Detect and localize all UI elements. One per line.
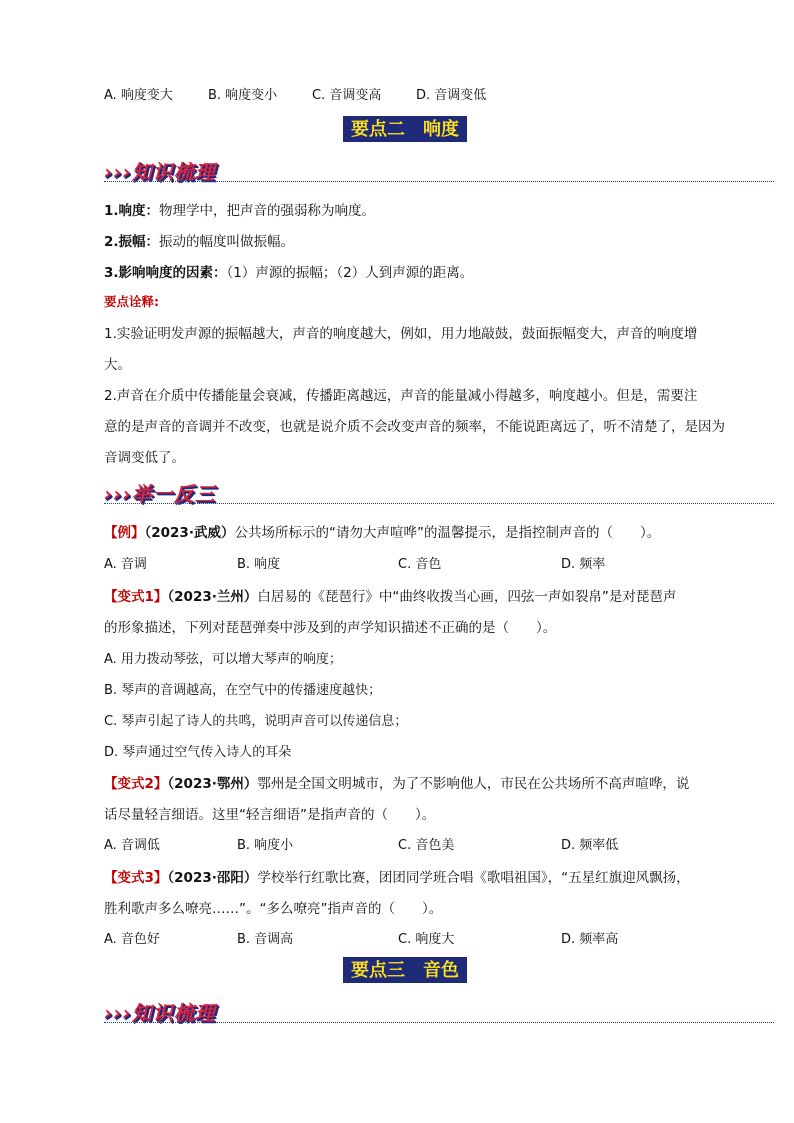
variant2-option-a: A. 音调低: [104, 838, 160, 853]
example-option-d: D. 频率: [561, 557, 606, 572]
variant1-question: [104, 585, 676, 605]
dotted-divider: [104, 181, 774, 182]
variant2-option-b: B. 响度小: [237, 838, 294, 853]
definition-amplitude: [104, 230, 294, 250]
question-source: （2023·兰州）: [167, 589, 258, 605]
knowledge-title: ›››知识梳理: [104, 160, 216, 184]
question-source: （2023·武威）: [144, 525, 235, 541]
variant1-option-a: A. 用力拨动琴弦，可以增大琴声的响度；: [104, 652, 342, 667]
question-label: 【变式1】: [104, 589, 168, 605]
definition-term: 1.响度：: [104, 203, 160, 219]
variant2-stem-line2: 话尽量轻言细语。这里“轻言细语”是指声音的（ ）。: [104, 807, 436, 823]
question-label: 【变式3】: [104, 870, 168, 886]
note2-line1: 2.声音在介质中传播能量会衰减，传播距离越远，声音的能量减小得越多，响度越小。但是，需要注: [104, 388, 698, 404]
variant3-stem-line2: 胜利歌声多么嘹亮……”。“多么嘹亮”指声音的（ ）。: [104, 901, 443, 917]
variant2-question: [104, 772, 689, 792]
practice-title: ›››举一反三: [104, 482, 216, 506]
variant3-option-c: C. 响度大: [398, 932, 455, 947]
variant1-stem-line2: 的形象描述，下列对琵琶弹奏中涉及到的声学知识描述不正确的是（ ）。: [104, 620, 557, 636]
question-stem: 学校举行红歌比赛，团团同学班合唱《歌唱祖国》，“五星红旗迎风飘扬，: [257, 870, 690, 886]
question-label: 【例】: [104, 525, 145, 541]
variant2-option-d: D. 频率低: [561, 838, 619, 853]
definition-term: 3.影响响度的因素：: [104, 265, 227, 281]
definition-term: 2.振幅：: [104, 234, 160, 250]
variant3-question: [104, 866, 690, 886]
prev-option-a: A. 响度变大: [104, 88, 173, 103]
knowledge-title: ›››知识梳理: [104, 1001, 216, 1025]
example-option-a: A. 音调: [104, 557, 147, 572]
variant3-option-a: A. 音色好: [104, 932, 160, 947]
section-banner-timbre: 要点三 音色: [343, 957, 467, 983]
dotted-divider: [104, 1022, 774, 1023]
section-banner-loudness: 要点二 响度: [343, 116, 467, 142]
dotted-divider: [104, 503, 774, 504]
variant2-option-c: C. 音色美: [398, 838, 455, 853]
prev-option-c: C. 音调变高: [312, 88, 382, 103]
definition-text: 物理学中，把声音的强弱称为响度。: [159, 203, 376, 219]
note1-line2: 大。: [104, 357, 131, 373]
question-stem: 鄂州是全国文明城市，为了不影响他人，市民在公共场所不高声喧哗，说: [257, 776, 690, 792]
variant1-option-b: B. 琴声的音调越高，在空气中的传播速度越快；: [104, 683, 382, 698]
definition-text: 振动的幅度叫做振幅。: [159, 234, 295, 250]
note1-line1: 1.实验证明发声源的振幅越大，声音的响度越大，例如，用力地敲鼓，鼓面振幅变大，声音的响度增: [104, 326, 698, 342]
knowledge-header-timbre: [104, 997, 774, 1025]
note2-line3: 音调变低了。: [104, 450, 185, 466]
question-stem: 白居易的《琵琶行》中“曲终收拨当心画，四弦一声如裂帛”是对琵琶声: [257, 589, 677, 605]
question-stem: 公共场所标示的“请勿大声喧哗”的温馨提示，是指控制声音的（ ）。: [234, 525, 661, 541]
question-source: （2023·鄂州）: [167, 776, 258, 792]
definition-factors: [104, 261, 473, 281]
variant3-option-b: B. 音调高: [237, 932, 294, 947]
prev-option-d: D. 音调变低: [416, 88, 487, 103]
practice-header: [104, 478, 774, 506]
variant3-option-d: D. 频率高: [561, 932, 619, 947]
definition-text: （1）声源的振幅；（2）人到声源的距离。: [226, 265, 474, 281]
knowledge-header: [104, 156, 774, 184]
example-option-c: C. 音色: [398, 557, 442, 572]
prev-option-b: B. 响度变小: [208, 88, 278, 103]
example-question: [104, 521, 660, 541]
notes-title: 要点诠释:: [104, 294, 159, 309]
example-option-b: B. 响度: [237, 557, 281, 572]
question-source: （2023·邵阳）: [167, 870, 258, 886]
definition-loudness: [104, 199, 375, 219]
variant1-option-d: D. 琴声通过空气传入诗人的耳朵: [104, 745, 292, 760]
note2-line2: 意的是声音的音调并不改变，也就是说介质不会改变声音的频率，不能说距离远了，听不清楚了，是因为: [104, 419, 725, 435]
question-label: 【变式2】: [104, 776, 168, 792]
variant1-option-c: C. 琴声引起了诗人的共鸣，说明声音可以传递信息；: [104, 714, 408, 729]
